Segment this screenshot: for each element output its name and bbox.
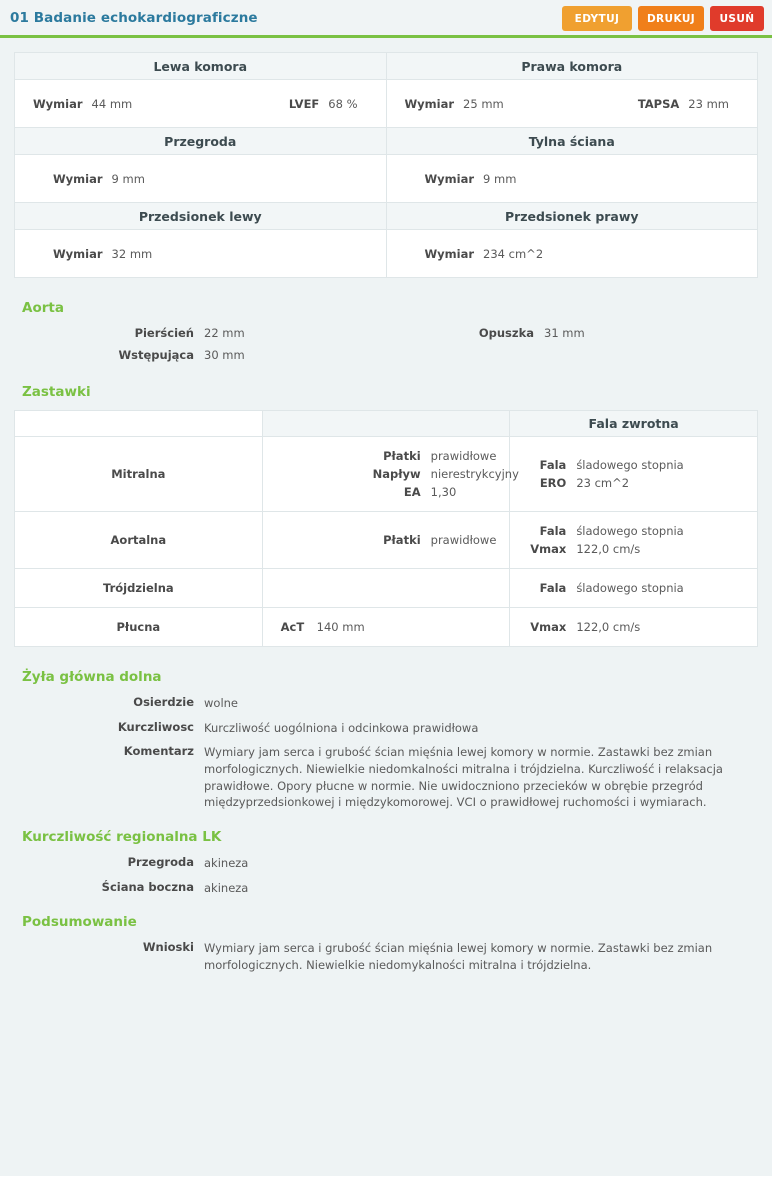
report-body (0, 38, 772, 1176)
field-ea-mitralna: EA 1,30 (403, 485, 457, 499)
summary-fields (14, 940, 758, 973)
field-platki-mitralna: Płatki prawidłowe (383, 449, 497, 463)
field-fala-trojdzielna: Fala śladowego stopnia (539, 581, 684, 595)
chamber-cell-prawa-komora (386, 80, 758, 128)
field-ero-mitralna: ERO 23 cm^2 (539, 476, 630, 490)
print-button[interactable]: DRUKUJ (638, 6, 704, 31)
valve-params-aortalna (262, 512, 510, 569)
field-act-plucna: AcT 140 mm (280, 620, 365, 634)
field-osierdzie: Osierdzie wolne (133, 695, 239, 710)
table-row (15, 437, 758, 512)
field-sciana-boczna-regional: Ściana boczna akineza (101, 879, 249, 895)
field-opuszka: Opuszka 31 mm (478, 326, 585, 340)
chamber-cell-przedsionek-lewy (15, 230, 387, 278)
field-wymiar-tylna-sciana: Wymiar 9 mm (424, 171, 517, 186)
valve-name-plucna: Płucna (15, 608, 263, 647)
valve-params-mitralna (262, 437, 519, 512)
field-wymiar-przedsionek-prawy: Wymiar 234 cm^2 (424, 246, 544, 261)
vena-cava-fields (14, 695, 758, 811)
valve-params-plucna (262, 608, 510, 647)
field-wymiar-lk: Wymiar 44 mm (33, 96, 133, 111)
delete-button[interactable]: USUŃ (710, 6, 764, 31)
field-fala-aortalna: Fala śladowego stopnia (539, 524, 684, 538)
field-komentarz: Komentarz Wymiary jam serca i grubość ścian mięśnia lewej komory w normie. Zastawki bez zmian morfologicznych. Niewielkie niedomkalności mitralna i trójdzielna. Kurczliwość i relaksacja prawidłowe. Opory płucne w normie. Nie uwidoczniono przecieków w obrębie przegród międzyprzedsionkowej i międzykomorowej. VCI o prawidłowej ruchomości i wymiarach. (123, 744, 723, 810)
chamber-cell-przegroda (15, 155, 387, 203)
table-row (15, 128, 758, 155)
valves-col-header-regurgitation: Fala zwrotna (510, 411, 758, 437)
valve-name-trojdzielna: Trójdzielna (15, 569, 263, 608)
table-row (15, 512, 758, 569)
page-header (0, 0, 772, 38)
chamber-cell-przedsionek-prawy (386, 230, 758, 278)
field-wymiar-pk: Wymiar 25 mm (404, 96, 504, 111)
valve-regurg-trojdzielna (510, 569, 758, 608)
table-row (15, 203, 758, 230)
table-row (15, 53, 758, 80)
field-lvef: LVEF 68 % (288, 96, 358, 111)
section-title-podsumowanie: Podsumowanie (22, 914, 137, 931)
valve-regurg-mitralna (510, 437, 758, 512)
edit-button[interactable]: EDYTUJ (562, 6, 632, 31)
field-fala-mitralna: Fala śladowego stopnia (539, 458, 684, 472)
chamber-header-przedsionek-prawy: Przedsionek prawy (386, 203, 758, 230)
table-row (15, 80, 758, 128)
section-title-zyla-glowna-dolna: Żyła główna dolna (22, 669, 162, 685)
field-wstepujaca: Wstępująca 30 mm (118, 348, 245, 362)
chamber-header-lewa-komora: Lewa komora (15, 53, 387, 80)
valve-regurg-aortalna (510, 512, 758, 569)
field-kurczliwosc: Kurczliwosc Kurczliwość uogólniona i odcinkowa prawidłowa (117, 719, 479, 735)
field-wymiar-przegroda: Wymiar 9 mm (53, 171, 145, 186)
field-wymiar-przedsionek-lewy: Wymiar 32 mm (53, 246, 153, 261)
page-title: 01 Badanie echokardiograficzne (10, 10, 258, 26)
field-naplyw-mitralna: Napływ nierestrykcyjny (372, 467, 519, 481)
table-row (15, 411, 758, 437)
aorta-row-2 (14, 348, 758, 362)
field-vmax-aortalna: Vmax 122,0 cm/s (530, 542, 641, 556)
table-row (15, 569, 758, 608)
chambers-table (14, 52, 758, 278)
field-wnioski: Wnioski Wymiary jam serca i grubość ścian mięśnia lewej komory w normie. Zastawki bez zmian morfologicznych. Niewielkie niedomykalności mitralna i trójdzielna. (142, 940, 713, 973)
field-przegroda-regional: Przegroda akineza (127, 855, 249, 871)
chamber-cell-tylna-sciana (386, 155, 758, 203)
regional-fields (14, 855, 758, 896)
header-actions (562, 6, 764, 31)
chamber-header-przegroda: Przegroda (15, 128, 387, 155)
valve-name-aortalna: Aortalna (15, 512, 263, 569)
field-vmax-plucna: Vmax 122,0 cm/s (530, 620, 641, 634)
aorta-fields (14, 326, 758, 362)
section-title-zastawki: Zastawki (22, 384, 91, 400)
valves-col-header-blank (262, 411, 510, 437)
valve-params-trojdzielna (262, 569, 510, 608)
field-tapsa: TAPSA 23 mm (637, 96, 729, 111)
field-platki-aortalna: Płatki prawidłowe (383, 533, 497, 547)
valve-name-mitralna: Mitralna (15, 437, 263, 512)
chamber-header-przedsionek-lewy: Przedsionek lewy (15, 203, 387, 230)
aorta-row-1 (14, 326, 758, 340)
chamber-header-prawa-komora: Prawa komora (386, 53, 758, 80)
valve-regurg-plucna (510, 608, 758, 647)
field-pierscien: Pierścień 22 mm (134, 326, 245, 340)
table-row (15, 608, 758, 647)
table-row (15, 155, 758, 203)
chamber-cell-lewa-komora (15, 80, 387, 128)
valves-corner-cell (15, 411, 263, 437)
valves-table (14, 410, 758, 647)
section-title-kurczliwosc-regionalna: Kurczliwość regionalna LK (22, 829, 222, 846)
table-row (15, 230, 758, 278)
section-title-aorta: Aorta (22, 300, 64, 316)
chamber-header-tylna-sciana: Tylna ściana (386, 128, 758, 155)
